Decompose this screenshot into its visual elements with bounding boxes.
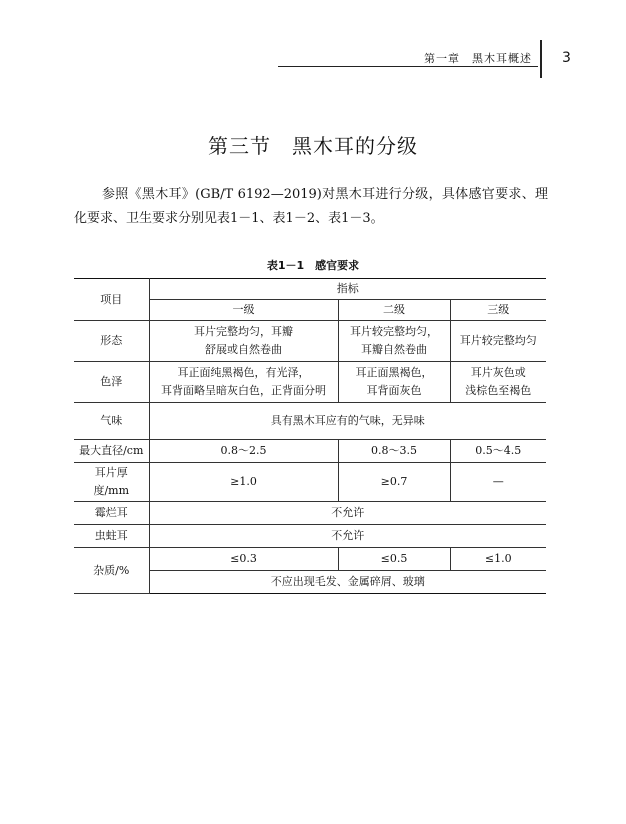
section-title: 第三节 黑木耳的分级	[208, 134, 418, 158]
cell-grade-3: 耳片较完整均匀	[450, 321, 546, 362]
cell-line: 耳片灰色或	[470, 366, 526, 379]
cell-grade-2	[338, 321, 450, 362]
row-label: 霉烂耳	[74, 502, 149, 525]
header-item: 项目	[74, 279, 149, 321]
cell-grade-2: 0.8～3.5	[338, 440, 450, 463]
table-row	[74, 362, 546, 403]
row-label: 色泽	[74, 362, 149, 403]
intro-paragraph: 参照《黑木耳》(GB/T 6192—2019)对黑木耳进行分级，具体感官要求、理化要求、卫生要求分别见表1－1、表1－2、表1－3。	[74, 187, 548, 226]
table-row	[74, 548, 546, 571]
table-row	[74, 502, 546, 525]
cell-grade-1: ≥1.0	[149, 463, 338, 502]
cell-all-grades: 不允许	[149, 502, 546, 525]
cell-line: 耳正面纯黑褐色，有光泽，	[177, 366, 310, 379]
page-number: 3	[562, 50, 571, 66]
cell-all-grades: 具有黑木耳应有的气味，无异味	[149, 403, 546, 440]
cell-line: 耳片较完整均匀，	[350, 325, 438, 338]
table-row	[74, 321, 546, 362]
cell-grade-3: 0.5～4.5	[450, 440, 546, 463]
cell-grade-1: 0.8～2.5	[149, 440, 338, 463]
header-rule	[278, 66, 538, 67]
cell-line: 耳背面灰色	[366, 384, 422, 397]
cell-grade-3	[450, 362, 546, 403]
running-header: 第一章 黑木耳概述	[424, 52, 532, 65]
cell-line: 耳瓣自然卷曲	[361, 343, 427, 356]
table-row	[74, 403, 546, 440]
cell-line: 舒展或自然卷曲	[205, 343, 282, 356]
table-row	[74, 525, 546, 548]
header-vertical-rule	[540, 40, 542, 78]
cell-grade-2: ≤0.5	[338, 548, 450, 571]
header-grade-3: 三级	[450, 300, 546, 321]
cell-line: 耳背面略呈暗灰白色，正背面分明	[161, 384, 326, 397]
table-header-row	[74, 279, 546, 300]
row-label: 杂质/%	[74, 548, 149, 594]
cell-grade-3: —	[450, 463, 546, 502]
table-row	[74, 440, 546, 463]
cell-all-grades: 不应出现毛发、金属碎屑、玻璃	[149, 571, 546, 594]
cell-line: 耳正面黑褐色，	[355, 366, 433, 379]
sensory-requirements-table	[74, 278, 546, 594]
cell-grade-2: ≥0.7	[338, 463, 450, 502]
row-label: 最大直径/cm	[74, 440, 149, 463]
row-label: 气味	[74, 403, 149, 440]
table-caption: 表1－1 感官要求	[266, 259, 360, 272]
row-label: 虫蛀耳	[74, 525, 149, 548]
cell-line: 浅棕色至褐色	[465, 384, 532, 397]
cell-grade-3: ≤1.0	[450, 548, 546, 571]
cell-grade-1	[149, 321, 338, 362]
cell-line: 耳片完整均匀，耳瓣	[194, 325, 293, 338]
table-row	[74, 463, 546, 502]
cell-grade-2	[338, 362, 450, 403]
header-grade-1: 一级	[149, 300, 338, 321]
header-grade-2: 二级	[338, 300, 450, 321]
header-index: 指标	[149, 279, 546, 300]
cell-grade-1	[149, 362, 338, 403]
cell-grade-1: ≤0.3	[149, 548, 338, 571]
cell-all-grades: 不允许	[149, 525, 546, 548]
row-label: 形态	[74, 321, 149, 362]
row-label: 耳片厚度/mm	[74, 463, 149, 502]
